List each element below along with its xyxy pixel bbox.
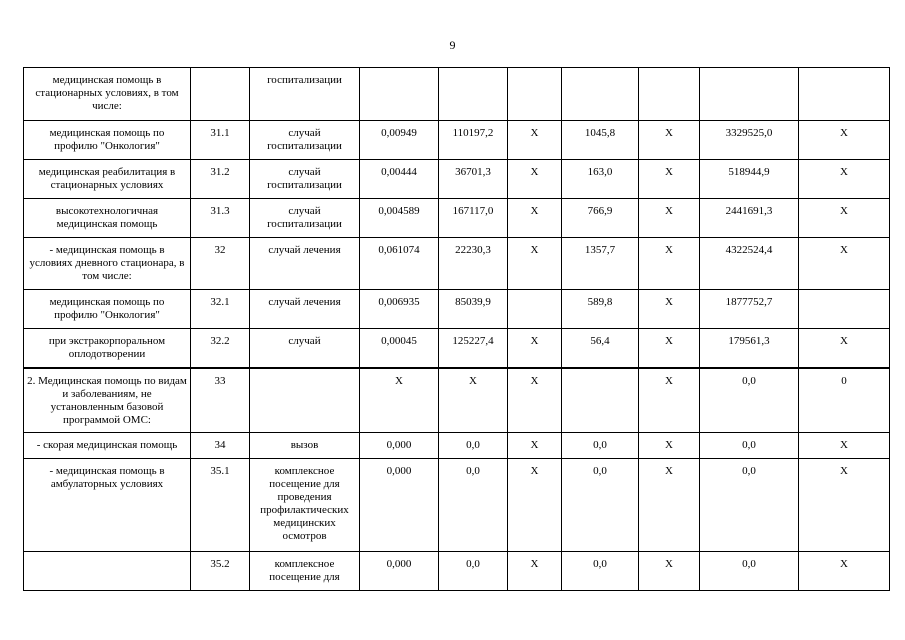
cell-unit: случай госпитализации	[250, 121, 360, 160]
table-row	[24, 160, 890, 199]
cell-unit	[250, 368, 360, 433]
cell-col8: Х	[639, 199, 700, 238]
cell-rate: 0,00045	[360, 329, 439, 368]
table-row	[24, 552, 890, 591]
cell-col10: Х	[799, 433, 890, 459]
cell-rate	[360, 68, 439, 121]
cell-col7: 163,0	[562, 160, 639, 199]
cell-row-code: 33	[191, 368, 250, 433]
cell-unit: случай лечения	[250, 238, 360, 290]
table-row	[24, 121, 890, 160]
cell-indicator-name: медицинская реабилитация в стационарных условиях	[24, 160, 191, 199]
cell-cost: 36701,3	[439, 160, 508, 199]
cell-rate: 0,004589	[360, 199, 439, 238]
cell-rate: Х	[360, 368, 439, 433]
cell-col7: 56,4	[562, 329, 639, 368]
cell-col8: Х	[639, 290, 700, 329]
cell-row-code: 31.2	[191, 160, 250, 199]
cell-unit: госпитализации	[250, 68, 360, 121]
cell-row-code: 35.1	[191, 459, 250, 552]
cell-row-code: 32.2	[191, 329, 250, 368]
table-row	[24, 329, 890, 368]
cell-cost: 0,0	[439, 552, 508, 591]
cell-col10: Х	[799, 121, 890, 160]
cell-unit: случай лечения	[250, 290, 360, 329]
cell-cost: 167117,0	[439, 199, 508, 238]
cell-col6: Х	[508, 238, 562, 290]
cell-rate: 0,000	[360, 459, 439, 552]
cell-col10	[799, 68, 890, 121]
table-row	[24, 290, 890, 329]
cell-col9: 2441691,3	[700, 199, 799, 238]
cell-col9: 1877752,7	[700, 290, 799, 329]
table-row	[24, 433, 890, 459]
cell-col7: 1357,7	[562, 238, 639, 290]
cell-row-code: 32.1	[191, 290, 250, 329]
cell-cost: 110197,2	[439, 121, 508, 160]
cell-col6	[508, 68, 562, 121]
data-table	[23, 67, 890, 591]
cell-indicator-name: при экстракорпоральном оплодотворении	[24, 329, 191, 368]
cell-col7: 0,0	[562, 552, 639, 591]
cell-cost: 22230,3	[439, 238, 508, 290]
cell-row-code: 35.2	[191, 552, 250, 591]
cell-indicator-name	[24, 552, 191, 591]
cell-col10: Х	[799, 552, 890, 591]
cell-col9: 179561,3	[700, 329, 799, 368]
cell-row-code: 31.1	[191, 121, 250, 160]
cell-col10: 0	[799, 368, 890, 433]
cell-col8: Х	[639, 238, 700, 290]
cell-col7: 0,0	[562, 459, 639, 552]
cell-col9: 0,0	[700, 368, 799, 433]
cell-col10: Х	[799, 238, 890, 290]
cell-col7	[562, 368, 639, 433]
cell-unit: вызов	[250, 433, 360, 459]
cell-col7: 0,0	[562, 433, 639, 459]
cell-col7	[562, 68, 639, 121]
cell-col9: 3329525,0	[700, 121, 799, 160]
cell-indicator-name: - скорая медицинская помощь	[24, 433, 191, 459]
cell-cost: 85039,9	[439, 290, 508, 329]
cell-rate: 0,00444	[360, 160, 439, 199]
cell-indicator-name: 2. Медицинская помощь по видам и заболеваниям, не установленным базовой программой ОМС:	[24, 368, 191, 433]
cell-col9: 4322524,4	[700, 238, 799, 290]
cell-col10: Х	[799, 160, 890, 199]
cell-col8: Х	[639, 329, 700, 368]
cell-col6: Х	[508, 160, 562, 199]
cell-cost: 125227,4	[439, 329, 508, 368]
cell-unit: случай	[250, 329, 360, 368]
cell-col7: 766,9	[562, 199, 639, 238]
cell-rate: 0,000	[360, 552, 439, 591]
cell-col8: Х	[639, 433, 700, 459]
cell-col8: Х	[639, 368, 700, 433]
cell-col6: Х	[508, 329, 562, 368]
cell-rate: 0,006935	[360, 290, 439, 329]
cell-rate: 0,000	[360, 433, 439, 459]
page-number: 9	[449, 38, 456, 52]
cell-col6	[508, 290, 562, 329]
cell-col6: Х	[508, 552, 562, 591]
cell-rate: 0,061074	[360, 238, 439, 290]
cell-col9	[700, 68, 799, 121]
cell-col9: 0,0	[700, 433, 799, 459]
cell-unit: случай госпитализации	[250, 199, 360, 238]
cell-col10: Х	[799, 199, 890, 238]
cell-col10: Х	[799, 459, 890, 552]
table-row	[24, 199, 890, 238]
cell-indicator-name: - медицинская помощь в амбулаторных условиях	[24, 459, 191, 552]
cell-col6: Х	[508, 121, 562, 160]
table-row	[24, 68, 890, 121]
cell-col6: Х	[508, 368, 562, 433]
cell-col9: 0,0	[700, 552, 799, 591]
cell-indicator-name: медицинская помощь по профилю "Онкология"	[24, 121, 191, 160]
cell-rate: 0,00949	[360, 121, 439, 160]
cell-cost: 0,0	[439, 459, 508, 552]
cell-col7: 589,8	[562, 290, 639, 329]
cell-row-code: 32	[191, 238, 250, 290]
cell-unit: случай госпитализации	[250, 160, 360, 199]
cell-col9: 518944,9	[700, 160, 799, 199]
cell-row-code: 31.3	[191, 199, 250, 238]
cell-cost: 0,0	[439, 433, 508, 459]
cell-col8: Х	[639, 459, 700, 552]
cell-indicator-name: медицинская помощь в стационарных условиях, в том числе:	[24, 68, 191, 121]
cell-col8: Х	[639, 121, 700, 160]
cell-indicator-name: медицинская помощь по профилю "Онкология"	[24, 290, 191, 329]
cell-indicator-name: - медицинская помощь в условиях дневного стационара, в том числе:	[24, 238, 191, 290]
cell-unit: комплексное посещение для	[250, 552, 360, 591]
cell-col10	[799, 290, 890, 329]
cell-col6: Х	[508, 433, 562, 459]
cell-col6: Х	[508, 459, 562, 552]
cell-col10: Х	[799, 329, 890, 368]
table-row	[24, 368, 890, 433]
cell-row-code: 34	[191, 433, 250, 459]
cell-col8: Х	[639, 160, 700, 199]
cell-unit: комплексное посещение для проведения профилактических медицинских осмотров	[250, 459, 360, 552]
cell-cost	[439, 68, 508, 121]
cell-col8	[639, 68, 700, 121]
cell-col7: 1045,8	[562, 121, 639, 160]
cell-indicator-name: высокотехнологичная медицинская помощь	[24, 199, 191, 238]
table-row	[24, 459, 890, 552]
cell-col8: Х	[639, 552, 700, 591]
table-row	[24, 238, 890, 290]
cell-col6: Х	[508, 199, 562, 238]
cell-cost: Х	[439, 368, 508, 433]
cell-col9: 0,0	[700, 459, 799, 552]
cell-row-code	[191, 68, 250, 121]
